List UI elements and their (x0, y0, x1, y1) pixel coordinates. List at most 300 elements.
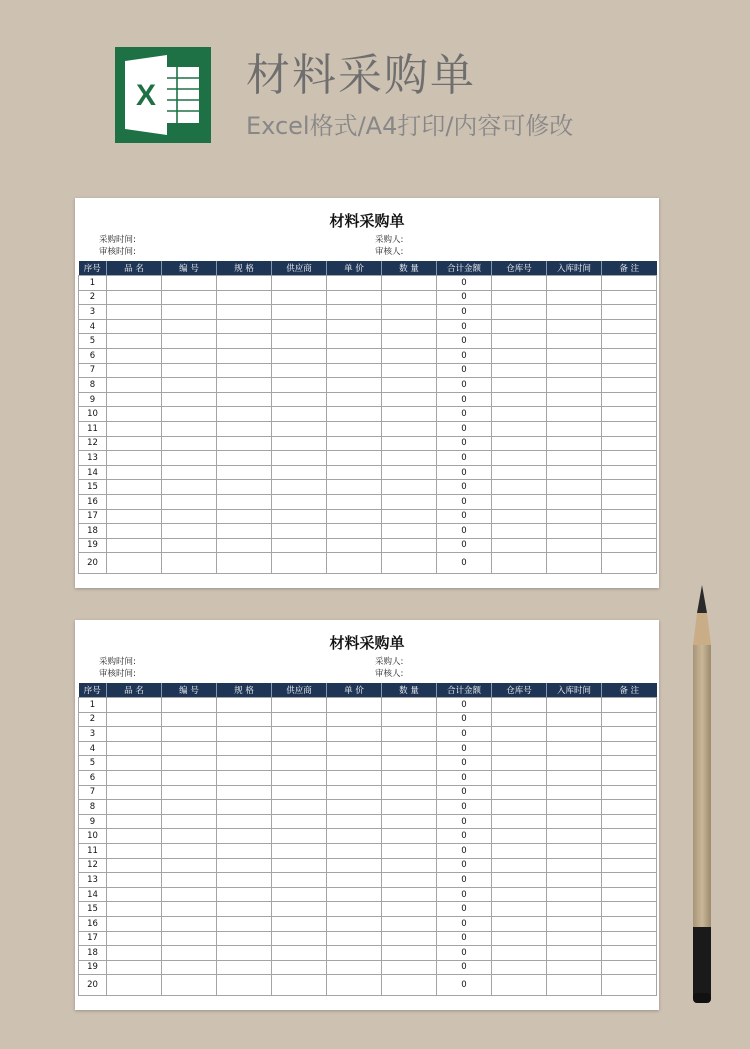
total-amount-cell[interactable]: 0 (437, 509, 492, 524)
table-cell[interactable] (547, 363, 602, 378)
table-cell[interactable] (162, 392, 217, 407)
row-number-cell[interactable]: 20 (79, 553, 107, 574)
table-cell[interactable] (547, 480, 602, 495)
table-cell[interactable] (162, 421, 217, 436)
total-amount-cell[interactable]: 0 (437, 451, 492, 466)
table-cell[interactable] (602, 960, 657, 975)
table-cell[interactable] (492, 858, 547, 873)
table-cell[interactable] (327, 509, 382, 524)
table-cell[interactable] (327, 814, 382, 829)
table-cell[interactable] (547, 887, 602, 902)
table-cell[interactable] (272, 858, 327, 873)
row-number-cell[interactable]: 3 (79, 305, 107, 320)
table-cell[interactable] (547, 392, 602, 407)
table-cell[interactable] (382, 465, 437, 480)
total-amount-cell[interactable]: 0 (437, 392, 492, 407)
row-number-cell[interactable]: 8 (79, 378, 107, 393)
table-cell[interactable] (107, 902, 162, 917)
total-amount-cell[interactable]: 0 (437, 712, 492, 727)
table-cell[interactable] (272, 319, 327, 334)
table-cell[interactable] (602, 348, 657, 363)
table-cell[interactable] (382, 480, 437, 495)
row-number-cell[interactable]: 9 (79, 392, 107, 407)
table-cell[interactable] (107, 785, 162, 800)
total-amount-cell[interactable]: 0 (437, 975, 492, 996)
table-cell[interactable] (602, 407, 657, 422)
table-cell[interactable] (547, 756, 602, 771)
table-cell[interactable] (272, 741, 327, 756)
table-cell[interactable] (327, 465, 382, 480)
table-cell[interactable] (107, 756, 162, 771)
table-cell[interactable] (272, 946, 327, 961)
table-cell[interactable] (382, 348, 437, 363)
table-cell[interactable] (602, 829, 657, 844)
table-cell[interactable] (547, 843, 602, 858)
table-cell[interactable] (272, 829, 327, 844)
table-cell[interactable] (272, 436, 327, 451)
total-amount-cell[interactable]: 0 (437, 348, 492, 363)
table-cell[interactable] (602, 363, 657, 378)
table-cell[interactable] (272, 421, 327, 436)
table-cell[interactable] (547, 494, 602, 509)
table-cell[interactable] (327, 378, 382, 393)
row-number-cell[interactable]: 16 (79, 494, 107, 509)
table-cell[interactable] (492, 741, 547, 756)
row-number-cell[interactable]: 20 (79, 975, 107, 996)
table-cell[interactable] (547, 305, 602, 320)
table-cell[interactable] (107, 305, 162, 320)
table-cell[interactable] (327, 407, 382, 422)
table-cell[interactable] (217, 902, 272, 917)
table-cell[interactable] (327, 494, 382, 509)
table-cell[interactable] (162, 960, 217, 975)
table-cell[interactable] (107, 858, 162, 873)
table-cell[interactable] (547, 276, 602, 291)
table-cell[interactable] (107, 843, 162, 858)
table-cell[interactable] (382, 858, 437, 873)
total-amount-cell[interactable]: 0 (437, 843, 492, 858)
table-cell[interactable] (492, 465, 547, 480)
total-amount-cell[interactable]: 0 (437, 931, 492, 946)
table-cell[interactable] (272, 931, 327, 946)
table-cell[interactable] (162, 378, 217, 393)
row-number-cell[interactable]: 1 (79, 276, 107, 291)
table-cell[interactable] (382, 436, 437, 451)
table-cell[interactable] (492, 319, 547, 334)
table-cell[interactable] (602, 727, 657, 742)
table-cell[interactable] (327, 363, 382, 378)
table-cell[interactable] (382, 712, 437, 727)
table-cell[interactable] (602, 480, 657, 495)
table-cell[interactable] (602, 858, 657, 873)
table-cell[interactable] (382, 902, 437, 917)
table-cell[interactable] (382, 829, 437, 844)
table-cell[interactable] (382, 741, 437, 756)
table-cell[interactable] (107, 538, 162, 553)
total-amount-cell[interactable]: 0 (437, 800, 492, 815)
table-cell[interactable] (492, 785, 547, 800)
table-cell[interactable] (217, 931, 272, 946)
table-cell[interactable] (547, 319, 602, 334)
table-cell[interactable] (217, 378, 272, 393)
table-cell[interactable] (217, 975, 272, 996)
table-cell[interactable] (492, 843, 547, 858)
table-cell[interactable] (382, 392, 437, 407)
table-cell[interactable] (492, 290, 547, 305)
table-cell[interactable] (382, 770, 437, 785)
table-cell[interactable] (327, 348, 382, 363)
table-cell[interactable] (327, 741, 382, 756)
table-cell[interactable] (547, 465, 602, 480)
row-number-cell[interactable]: 10 (79, 407, 107, 422)
table-cell[interactable] (272, 873, 327, 888)
total-amount-cell[interactable]: 0 (437, 829, 492, 844)
table-cell[interactable] (107, 348, 162, 363)
row-number-cell[interactable]: 19 (79, 538, 107, 553)
table-cell[interactable] (272, 843, 327, 858)
table-cell[interactable] (272, 451, 327, 466)
table-cell[interactable] (162, 931, 217, 946)
table-cell[interactable] (217, 451, 272, 466)
table-cell[interactable] (162, 902, 217, 917)
table-cell[interactable] (547, 727, 602, 742)
row-number-cell[interactable]: 12 (79, 858, 107, 873)
total-amount-cell[interactable]: 0 (437, 436, 492, 451)
total-amount-cell[interactable]: 0 (437, 887, 492, 902)
table-cell[interactable] (107, 727, 162, 742)
row-number-cell[interactable]: 17 (79, 931, 107, 946)
table-cell[interactable] (272, 305, 327, 320)
table-cell[interactable] (547, 698, 602, 713)
table-cell[interactable] (217, 741, 272, 756)
table-cell[interactable] (382, 960, 437, 975)
table-cell[interactable] (272, 363, 327, 378)
table-cell[interactable] (602, 843, 657, 858)
table-cell[interactable] (382, 553, 437, 574)
table-cell[interactable] (547, 814, 602, 829)
table-cell[interactable] (492, 378, 547, 393)
table-cell[interactable] (382, 305, 437, 320)
total-amount-cell[interactable]: 0 (437, 305, 492, 320)
table-cell[interactable] (327, 305, 382, 320)
table-cell[interactable] (107, 276, 162, 291)
table-cell[interactable] (602, 290, 657, 305)
table-cell[interactable] (107, 829, 162, 844)
table-cell[interactable] (382, 290, 437, 305)
table-cell[interactable] (547, 829, 602, 844)
table-cell[interactable] (492, 509, 547, 524)
total-amount-cell[interactable]: 0 (437, 465, 492, 480)
table-cell[interactable] (107, 451, 162, 466)
table-cell[interactable] (327, 887, 382, 902)
table-cell[interactable] (547, 334, 602, 349)
table-cell[interactable] (217, 829, 272, 844)
table-cell[interactable] (382, 378, 437, 393)
table-cell[interactable] (602, 524, 657, 539)
table-cell[interactable] (602, 378, 657, 393)
table-cell[interactable] (272, 756, 327, 771)
total-amount-cell[interactable]: 0 (437, 407, 492, 422)
table-cell[interactable] (327, 800, 382, 815)
table-cell[interactable] (107, 873, 162, 888)
table-cell[interactable] (162, 916, 217, 931)
table-cell[interactable] (547, 538, 602, 553)
row-number-cell[interactable]: 13 (79, 451, 107, 466)
total-amount-cell[interactable]: 0 (437, 524, 492, 539)
table-cell[interactable] (547, 785, 602, 800)
table-cell[interactable] (547, 873, 602, 888)
table-cell[interactable] (602, 756, 657, 771)
table-cell[interactable] (327, 829, 382, 844)
table-cell[interactable] (217, 334, 272, 349)
table-cell[interactable] (217, 276, 272, 291)
table-cell[interactable] (492, 902, 547, 917)
table-cell[interactable] (217, 785, 272, 800)
table-cell[interactable] (217, 363, 272, 378)
table-cell[interactable] (382, 494, 437, 509)
table-cell[interactable] (217, 509, 272, 524)
table-cell[interactable] (602, 451, 657, 466)
table-cell[interactable] (162, 975, 217, 996)
table-cell[interactable] (162, 305, 217, 320)
table-cell[interactable] (547, 902, 602, 917)
table-cell[interactable] (492, 363, 547, 378)
table-cell[interactable] (272, 465, 327, 480)
table-cell[interactable] (107, 509, 162, 524)
row-number-cell[interactable]: 17 (79, 509, 107, 524)
table-cell[interactable] (492, 712, 547, 727)
table-cell[interactable] (547, 712, 602, 727)
table-cell[interactable] (492, 975, 547, 996)
table-cell[interactable] (547, 946, 602, 961)
table-cell[interactable] (327, 436, 382, 451)
table-cell[interactable] (217, 960, 272, 975)
table-cell[interactable] (492, 814, 547, 829)
table-cell[interactable] (602, 465, 657, 480)
row-number-cell[interactable]: 13 (79, 873, 107, 888)
table-cell[interactable] (217, 494, 272, 509)
table-cell[interactable] (327, 451, 382, 466)
table-cell[interactable] (327, 785, 382, 800)
table-cell[interactable] (162, 451, 217, 466)
table-cell[interactable] (327, 756, 382, 771)
table-cell[interactable] (107, 407, 162, 422)
table-cell[interactable] (217, 814, 272, 829)
total-amount-cell[interactable]: 0 (437, 727, 492, 742)
row-number-cell[interactable]: 16 (79, 916, 107, 931)
table-cell[interactable] (327, 421, 382, 436)
table-cell[interactable] (217, 858, 272, 873)
table-cell[interactable] (107, 392, 162, 407)
table-cell[interactable] (162, 290, 217, 305)
table-cell[interactable] (327, 524, 382, 539)
table-cell[interactable] (382, 756, 437, 771)
row-number-cell[interactable]: 14 (79, 465, 107, 480)
row-number-cell[interactable]: 15 (79, 480, 107, 495)
table-cell[interactable] (272, 494, 327, 509)
table-cell[interactable] (382, 276, 437, 291)
table-cell[interactable] (107, 814, 162, 829)
table-cell[interactable] (272, 480, 327, 495)
table-cell[interactable] (382, 946, 437, 961)
table-cell[interactable] (217, 843, 272, 858)
table-cell[interactable] (162, 407, 217, 422)
table-cell[interactable] (107, 436, 162, 451)
table-cell[interactable] (272, 960, 327, 975)
table-cell[interactable] (107, 319, 162, 334)
table-cell[interactable] (107, 770, 162, 785)
table-cell[interactable] (602, 305, 657, 320)
table-cell[interactable] (602, 946, 657, 961)
table-cell[interactable] (492, 407, 547, 422)
total-amount-cell[interactable]: 0 (437, 858, 492, 873)
table-cell[interactable] (162, 465, 217, 480)
table-cell[interactable] (162, 524, 217, 539)
table-cell[interactable] (272, 814, 327, 829)
table-cell[interactable] (492, 334, 547, 349)
table-cell[interactable] (602, 509, 657, 524)
table-cell[interactable] (602, 770, 657, 785)
table-cell[interactable] (272, 334, 327, 349)
table-cell[interactable] (492, 800, 547, 815)
table-cell[interactable] (492, 829, 547, 844)
row-number-cell[interactable]: 4 (79, 741, 107, 756)
table-cell[interactable] (217, 770, 272, 785)
table-cell[interactable] (107, 698, 162, 713)
table-cell[interactable] (162, 785, 217, 800)
table-cell[interactable] (602, 800, 657, 815)
table-cell[interactable] (162, 334, 217, 349)
table-cell[interactable] (492, 305, 547, 320)
table-cell[interactable] (327, 960, 382, 975)
table-cell[interactable] (107, 960, 162, 975)
table-cell[interactable] (382, 887, 437, 902)
total-amount-cell[interactable]: 0 (437, 363, 492, 378)
table-cell[interactable] (107, 494, 162, 509)
table-cell[interactable] (217, 319, 272, 334)
table-cell[interactable] (492, 451, 547, 466)
table-cell[interactable] (382, 319, 437, 334)
table-cell[interactable] (217, 873, 272, 888)
table-cell[interactable] (162, 829, 217, 844)
total-amount-cell[interactable]: 0 (437, 946, 492, 961)
table-cell[interactable] (217, 756, 272, 771)
table-cell[interactable] (547, 553, 602, 574)
table-cell[interactable] (382, 451, 437, 466)
row-number-cell[interactable]: 8 (79, 800, 107, 815)
table-cell[interactable] (382, 800, 437, 815)
table-cell[interactable] (602, 334, 657, 349)
table-cell[interactable] (327, 873, 382, 888)
table-cell[interactable] (602, 421, 657, 436)
table-cell[interactable] (547, 436, 602, 451)
table-cell[interactable] (272, 887, 327, 902)
total-amount-cell[interactable]: 0 (437, 785, 492, 800)
table-cell[interactable] (162, 553, 217, 574)
table-cell[interactable] (107, 975, 162, 996)
row-number-cell[interactable]: 6 (79, 770, 107, 785)
table-cell[interactable] (327, 902, 382, 917)
table-cell[interactable] (162, 494, 217, 509)
total-amount-cell[interactable]: 0 (437, 756, 492, 771)
row-number-cell[interactable]: 10 (79, 829, 107, 844)
table-cell[interactable] (272, 348, 327, 363)
table-cell[interactable] (382, 538, 437, 553)
row-number-cell[interactable]: 15 (79, 902, 107, 917)
table-cell[interactable] (327, 334, 382, 349)
table-cell[interactable] (602, 436, 657, 451)
table-cell[interactable] (162, 873, 217, 888)
table-cell[interactable] (547, 524, 602, 539)
row-number-cell[interactable]: 7 (79, 785, 107, 800)
table-cell[interactable] (602, 276, 657, 291)
table-cell[interactable] (272, 902, 327, 917)
table-cell[interactable] (602, 931, 657, 946)
row-number-cell[interactable]: 1 (79, 698, 107, 713)
table-cell[interactable] (327, 770, 382, 785)
table-cell[interactable] (492, 698, 547, 713)
table-cell[interactable] (382, 931, 437, 946)
table-cell[interactable] (162, 698, 217, 713)
row-number-cell[interactable]: 3 (79, 727, 107, 742)
table-cell[interactable] (602, 902, 657, 917)
table-cell[interactable] (162, 276, 217, 291)
table-cell[interactable] (272, 916, 327, 931)
table-cell[interactable] (382, 334, 437, 349)
table-cell[interactable] (327, 276, 382, 291)
table-cell[interactable] (602, 712, 657, 727)
table-cell[interactable] (492, 553, 547, 574)
table-cell[interactable] (327, 553, 382, 574)
table-cell[interactable] (547, 451, 602, 466)
table-cell[interactable] (107, 931, 162, 946)
table-cell[interactable] (217, 916, 272, 931)
table-cell[interactable] (547, 378, 602, 393)
table-cell[interactable] (217, 538, 272, 553)
table-cell[interactable] (107, 887, 162, 902)
table-cell[interactable] (602, 553, 657, 574)
total-amount-cell[interactable]: 0 (437, 770, 492, 785)
table-cell[interactable] (107, 421, 162, 436)
table-cell[interactable] (602, 975, 657, 996)
row-number-cell[interactable]: 14 (79, 887, 107, 902)
table-cell[interactable] (272, 407, 327, 422)
row-number-cell[interactable]: 7 (79, 363, 107, 378)
table-cell[interactable] (162, 843, 217, 858)
total-amount-cell[interactable]: 0 (437, 902, 492, 917)
table-cell[interactable] (382, 785, 437, 800)
table-cell[interactable] (492, 727, 547, 742)
table-cell[interactable] (162, 509, 217, 524)
table-cell[interactable] (492, 421, 547, 436)
table-cell[interactable] (217, 421, 272, 436)
table-cell[interactable] (602, 814, 657, 829)
table-cell[interactable] (162, 538, 217, 553)
table-cell[interactable] (602, 698, 657, 713)
table-cell[interactable] (602, 785, 657, 800)
total-amount-cell[interactable]: 0 (437, 319, 492, 334)
total-amount-cell[interactable]: 0 (437, 334, 492, 349)
table-cell[interactable] (327, 698, 382, 713)
table-cell[interactable] (492, 436, 547, 451)
table-cell[interactable] (492, 770, 547, 785)
table-cell[interactable] (547, 800, 602, 815)
table-cell[interactable] (217, 553, 272, 574)
table-cell[interactable] (107, 480, 162, 495)
table-cell[interactable] (162, 712, 217, 727)
table-cell[interactable] (602, 873, 657, 888)
row-number-cell[interactable]: 5 (79, 756, 107, 771)
